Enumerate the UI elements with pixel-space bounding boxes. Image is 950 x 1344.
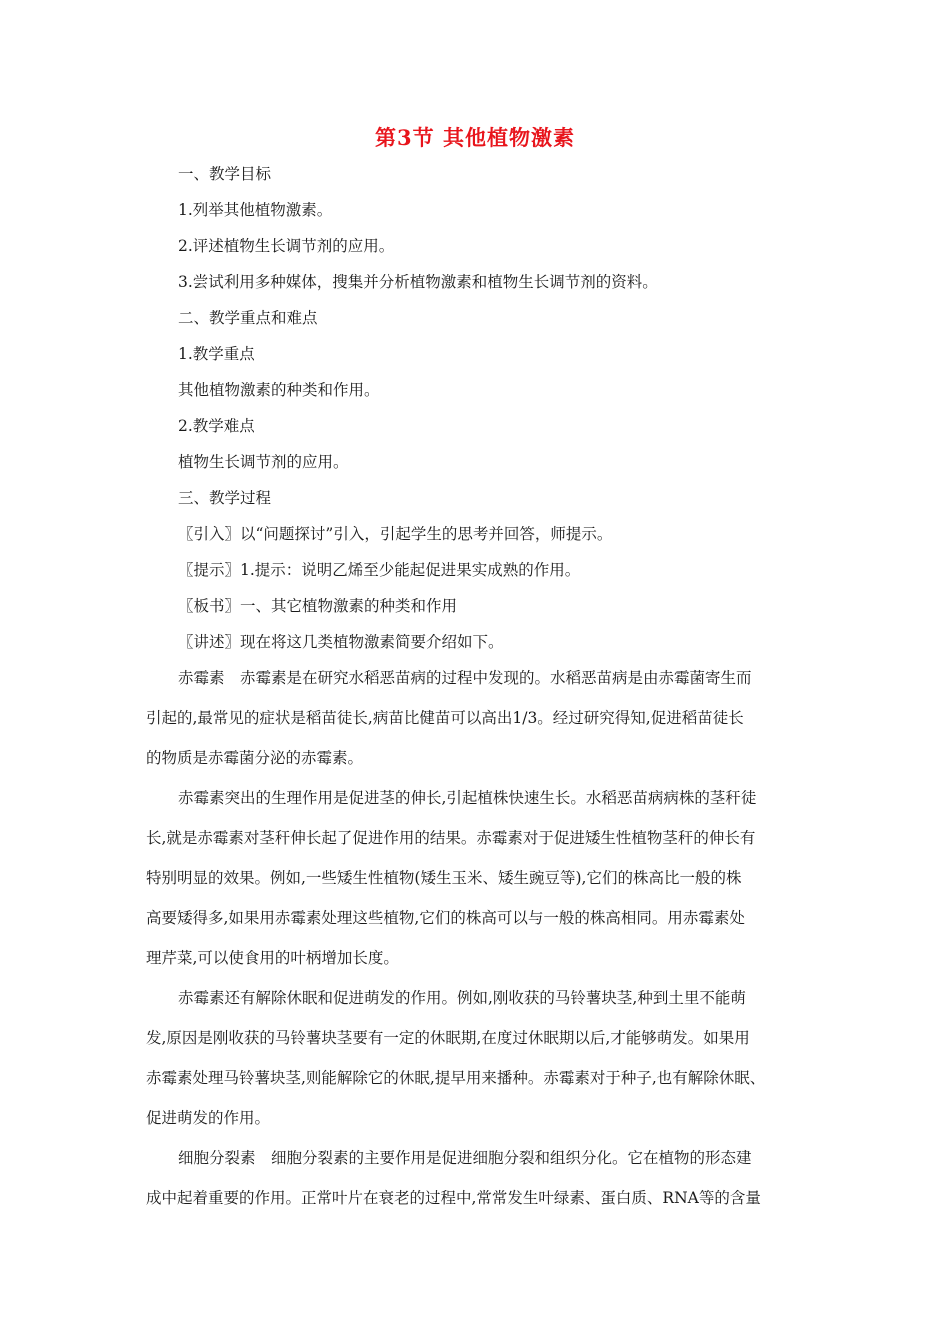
section-heading-process: 三、教学过程 bbox=[178, 489, 272, 507]
process-board: 〖板书〗一、其它植物激素的种类和作用 bbox=[178, 597, 458, 615]
body-text-line: 赤霉素突出的生理作用是促进茎的伸长,引起植株快速生长。水稻恶苗病病株的茎秆徒 bbox=[178, 789, 757, 807]
section-heading-key-points: 二、教学重点和难点 bbox=[178, 309, 318, 327]
body-text-line: 赤霉素还有解除休眠和促进萌发的作用。例如,刚收获的马铃薯块茎,种到土里不能萌 bbox=[178, 989, 746, 1007]
body-text-line: 促进萌发的作用。 bbox=[146, 1109, 271, 1127]
body-text-line: 特别明显的效果。例如,一些矮生性植物(矮生玉米、矮生豌豆等),它们的株高比一般的株 bbox=[146, 869, 742, 887]
body-text-line: 赤霉素处理马铃薯块茎,则能解除它的休眠,提早用来播种。赤霉素对于种子,也有解除休眠、 bbox=[146, 1069, 766, 1087]
subheading-difficulty: 2.教学难点 bbox=[178, 417, 255, 435]
difficulty-text: 植物生长调节剂的应用。 bbox=[178, 453, 349, 471]
process-lecture: 〖讲述〗现在将这几类植物激素简要介绍如下。 bbox=[178, 633, 504, 651]
body-text-line: 成中起着重要的作用。正常叶片在衰老的过程中,常常发生叶绿素、蛋白质、RNA等的含量 bbox=[146, 1189, 761, 1207]
section-heading-objectives: 一、教学目标 bbox=[178, 165, 272, 183]
page-title: 第3节 其他植物激素 bbox=[375, 125, 575, 150]
process-intro: 〖引入〗以“问题探讨”引入，引起学生的思考并回答，师提示。 bbox=[178, 525, 613, 543]
body-text-line: 引起的,最常见的症状是稻苗徒长,病苗比健苗可以高出1/3。经过研究得知,促进稻苗徒长 bbox=[146, 709, 744, 727]
objective-item-1: 1.列举其他植物激素。 bbox=[178, 201, 333, 219]
objective-item-3: 3.尝试利用多种媒体，搜集并分析植物激素和植物生长调节剂的资料。 bbox=[178, 273, 658, 291]
subheading-key-point: 1.教学重点 bbox=[178, 345, 255, 363]
body-text-line: 高要矮得多,如果用赤霉素处理这些植物,它们的株高可以与一般的株高相同。用赤霉素处 bbox=[146, 909, 745, 927]
body-text-line: 赤霉素 赤霉素是在研究水稻恶苗病的过程中发现的。水稻恶苗病是由赤霉菌寄生而 bbox=[178, 669, 752, 687]
process-hint: 〖提示〗1.提示：说明乙烯至少能起促进果实成熟的作用。 bbox=[178, 561, 581, 579]
body-text-line: 的物质是赤霉菌分泌的赤霉素。 bbox=[146, 749, 364, 767]
key-point-text: 其他植物激素的种类和作用。 bbox=[178, 381, 380, 399]
body-text-line: 细胞分裂素 细胞分裂素的主要作用是促进细胞分裂和组织分化。它在植物的形态建 bbox=[178, 1149, 752, 1167]
body-text-line: 理芹菜,可以使食用的叶柄增加长度。 bbox=[146, 949, 399, 967]
body-text-line: 长,就是赤霉素对茎秆伸长起了促进作用的结果。赤霉素对于促进矮生性植物茎秆的伸长有 bbox=[146, 829, 756, 847]
body-text-line: 发,原因是刚收获的马铃薯块茎要有一定的休眠期,在度过休眠期以后,才能够萌发。如果用 bbox=[146, 1029, 750, 1047]
objective-item-2: 2.评述植物生长调节剂的应用。 bbox=[178, 237, 395, 255]
